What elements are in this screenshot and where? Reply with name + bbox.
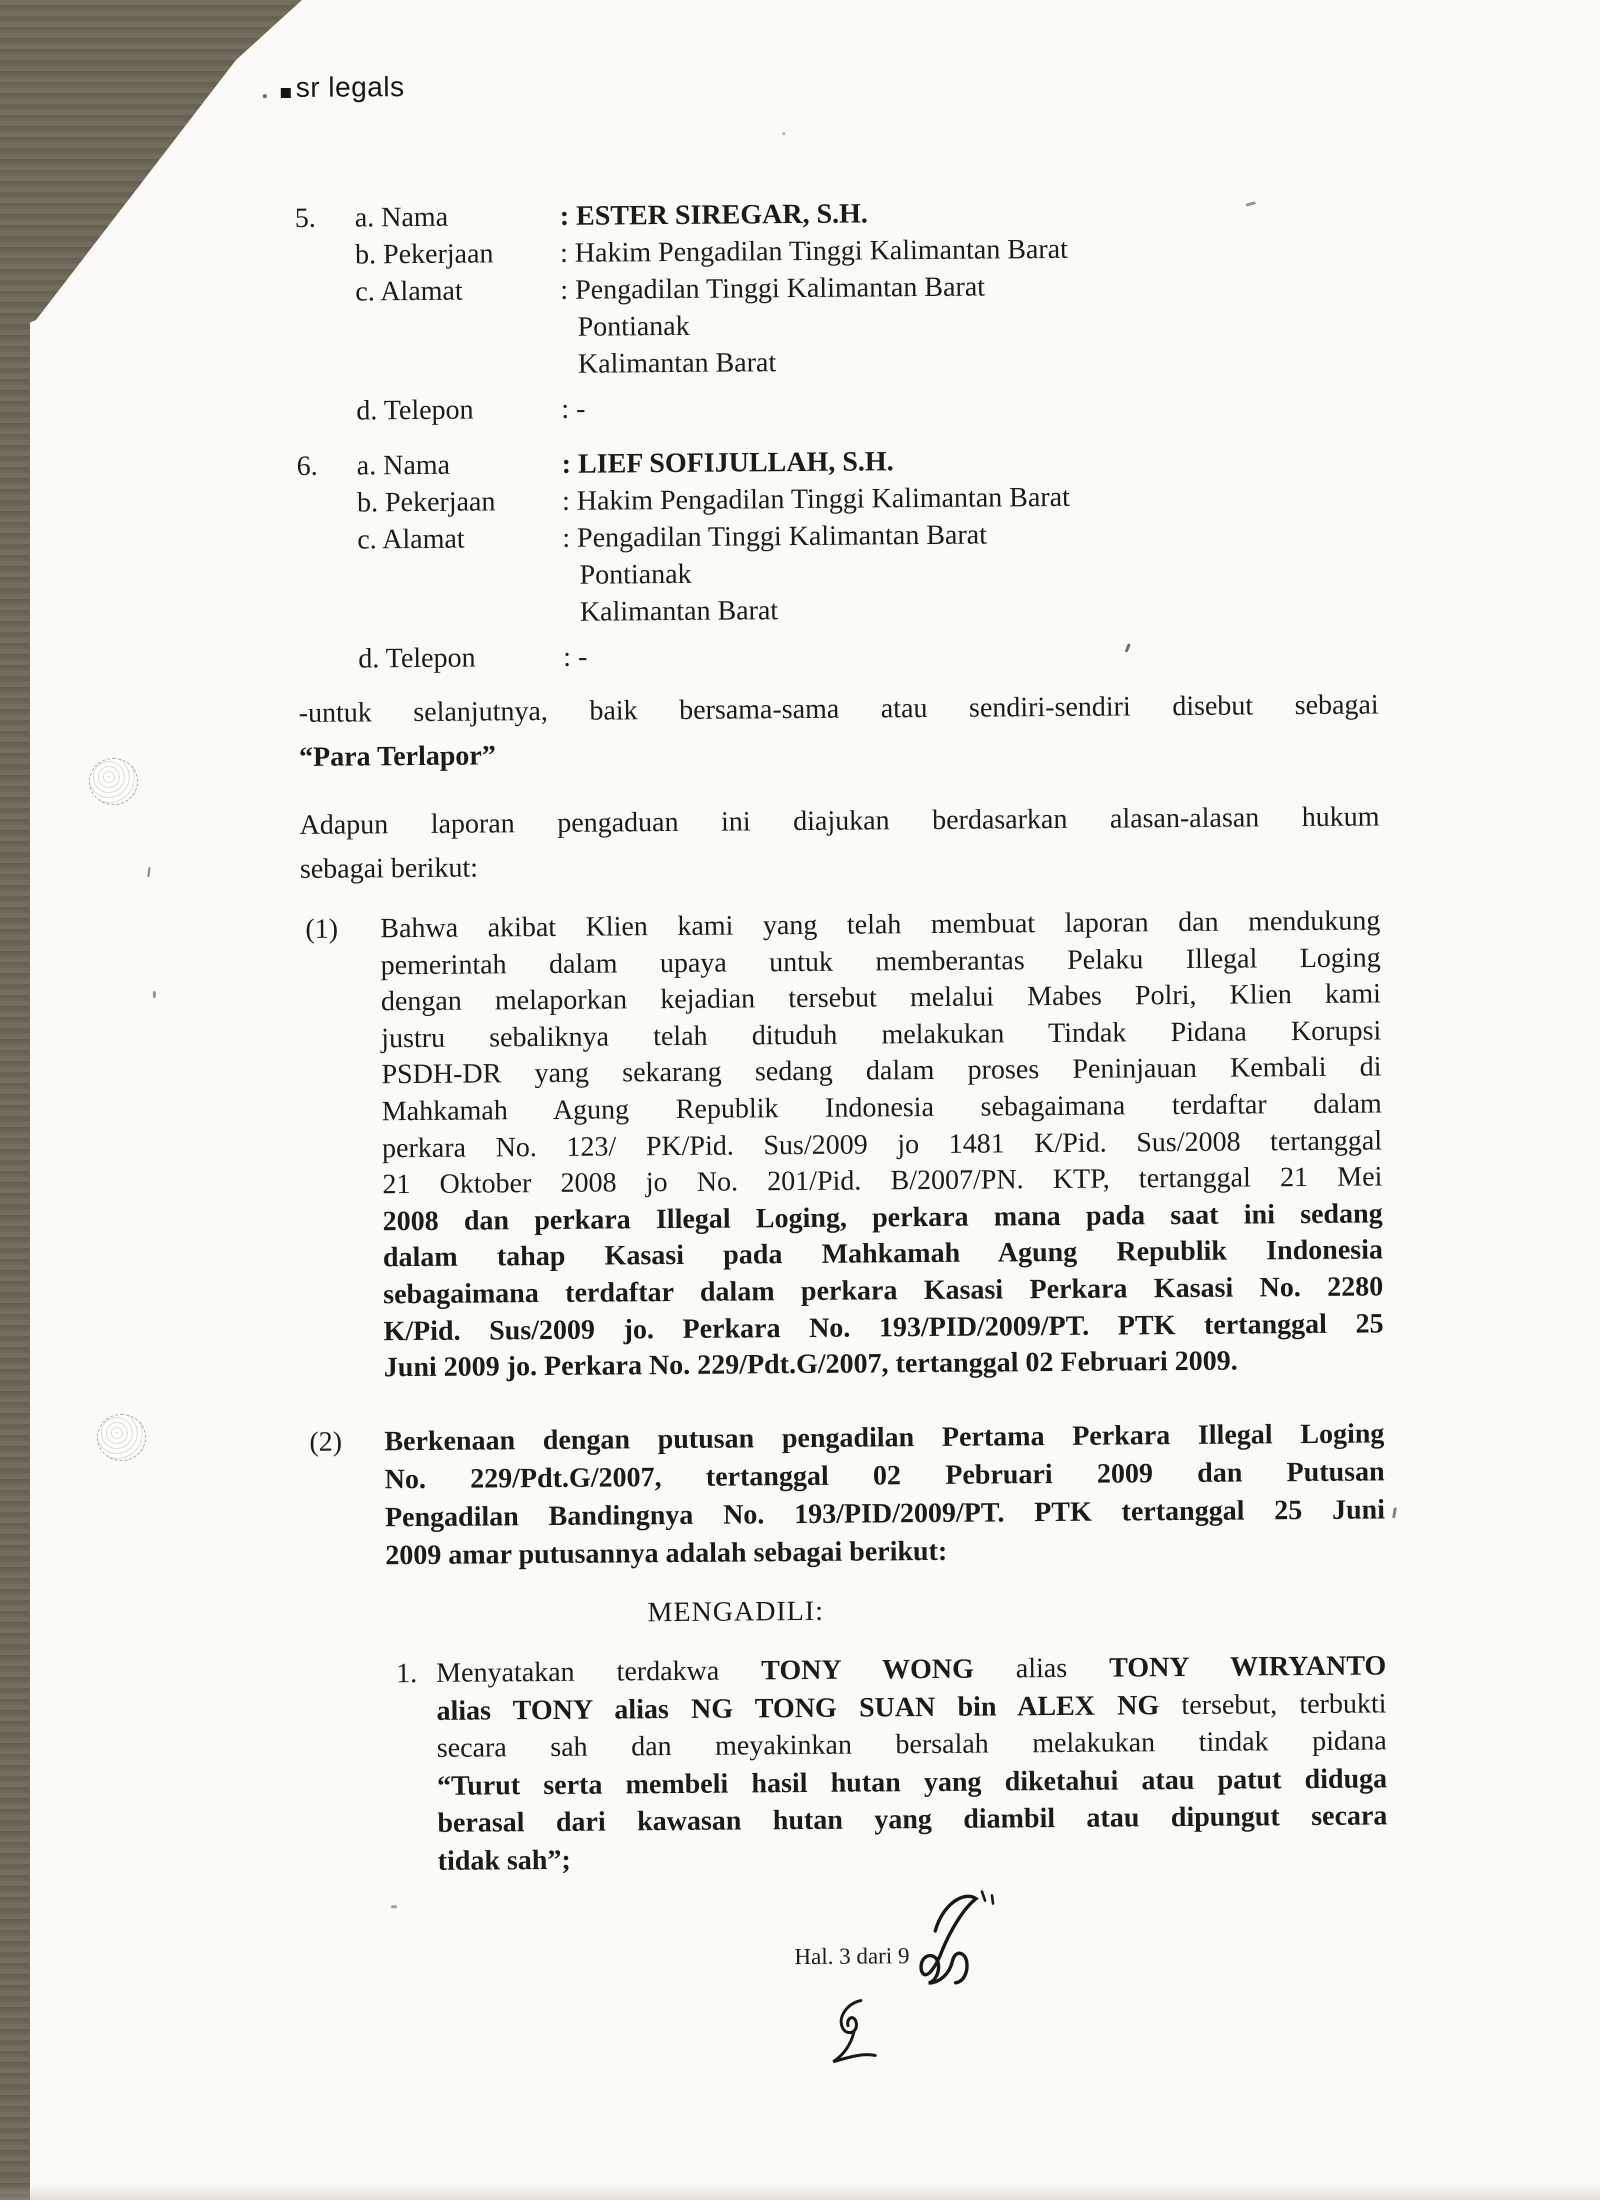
grounds-intro-paragraph <box>299 795 1380 891</box>
text-segment: sebagai berikut: <box>299 852 479 885</box>
text-line <box>299 727 1379 779</box>
scan-speck <box>1392 1507 1397 1518</box>
text-segment: Mahkamah Agung Republik Indonesia sebagaimana terdaftar dalam <box>381 1088 1382 1128</box>
text-segment: Juni 2009 jo. Perkara No. 229/Pdt.G/2007, tertanggal 02 Februari 2009. <box>383 1345 1238 1384</box>
ground-point-2 <box>309 1415 1385 1575</box>
text-segment: “Turut serta membeli hasil hutan yang diketahui atau patut diduga <box>436 1763 1388 1802</box>
party-row-value: : Pengadilan Tinggi Kalimantan Barat <box>560 271 986 306</box>
point-text <box>309 1415 1385 1575</box>
party-row-label <box>358 594 563 633</box>
party-row-value: : Hakim Pengadilan Tinggi Kalimantan Barat <box>561 481 1070 517</box>
party-row-value: : Pengadilan Tinggi Kalimantan Barat <box>562 519 988 554</box>
verdict-text <box>396 1647 1388 1880</box>
court-ruling-heading: MENGADILI: <box>647 1595 825 1629</box>
text-segment: justru sebaliknya telah dituduh melakukan Tindak Pidana Korupsi <box>381 1015 1382 1055</box>
text-segment: TONY WONG <box>761 1653 974 1687</box>
scan-speck <box>782 132 785 135</box>
party-number: 5. <box>294 202 316 234</box>
text-segment: dengan melaporkan kejadian tersebut melalui Mabes Polri, Klien kami <box>380 978 1382 1018</box>
party-row-value: Kalimantan Barat <box>577 347 777 380</box>
text-segment: Menyatakan terdakwa <box>436 1655 762 1689</box>
party-row-value: : Hakim Pengadilan Tinggi Kalimantan Barat <box>559 233 1069 269</box>
text-segment: “Para Terlapor” <box>298 740 496 773</box>
signature-paraf-2 <box>821 1995 904 2072</box>
party-number: 6. <box>296 450 318 482</box>
text-segment: PSDH-DR yang sekarang sedang dalam proses Peninjauan Kembali di <box>381 1051 1382 1091</box>
text-line <box>385 1491 1385 1537</box>
scan-speck <box>391 1905 397 1908</box>
text-segment: alias TONY alias NG TONG SUAN bin ALEX NG <box>436 1689 1160 1727</box>
scan-speck <box>147 867 150 877</box>
text-line <box>300 839 1380 891</box>
party-6-block <box>297 439 1379 677</box>
verdict-item-1 <box>396 1647 1388 1880</box>
text-segment: TONY WIRYANTO <box>1109 1650 1387 1684</box>
party-row-label <box>356 346 561 385</box>
party-row-label: b. Pekerjaan <box>356 486 496 519</box>
party-row-label: d. Telepon <box>358 642 476 675</box>
text-segment: K/Pid. Sus/2009 jo. Perkara No. 193/PID/2009/PT. PTK tertanggal 25 <box>383 1307 1384 1347</box>
text-segment: tersebut, terbukti <box>1159 1688 1387 1721</box>
party-row <box>356 339 1376 384</box>
party-row <box>358 587 1378 632</box>
scan-speck <box>153 991 156 998</box>
party-row-value: Pontianak <box>577 310 690 343</box>
point-number: (1) <box>305 913 339 945</box>
party-row-label: b. Pekerjaan <box>354 238 494 271</box>
party-row-label: d. Telepon <box>356 394 474 427</box>
text-segment: 21 Oktober 2008 jo No. 201/Pid. B/2007/PN. KTP, tertanggal 21 Mei <box>382 1161 1383 1201</box>
party-rows <box>295 191 1377 429</box>
text-segment: alias <box>973 1652 1110 1685</box>
text-segment: 2009 amar putusannya adalah sebagai berikut: <box>385 1535 948 1572</box>
ground-point-1 <box>305 903 1384 1387</box>
party-row-value: : - <box>563 641 588 673</box>
text-segment: No. 229/Pdt.G/2007, tertanggal 02 Pebruari 2009 dan Putusan <box>384 1456 1385 1496</box>
text-line <box>299 795 1379 847</box>
text-segment: sebagaimana terdaftar dalam perkara Kasasi Perkara Kasasi No. 2280 <box>383 1271 1384 1311</box>
text-segment: perkara No. 123/ PK/Pid. Sus/2009 jo 1481 K/Pid. Sus/2008 tertanggal <box>381 1124 1383 1164</box>
text-segment: -untuk selanjutnya, baik bersama-sama atau sendiri-sendiri disebut sebagai <box>298 689 1379 729</box>
text-segment: pemerintah dalam upaya untuk memberantas Pelaku Illegal Loging <box>380 942 1381 981</box>
point-text <box>305 903 1384 1387</box>
text-segment: Pengadilan Bandingnya No. 193/PID/2009/PT. PTK tertanggal 25 Juni <box>384 1494 1386 1534</box>
party-rows <box>297 439 1379 677</box>
text-segment: dalam tahap Kasasi pada Mahkamah Agung Republik Indonesia <box>382 1234 1384 1274</box>
party-row-label <box>356 309 561 348</box>
text-line <box>299 683 1379 735</box>
text-line <box>384 1343 1384 1387</box>
text-line <box>438 1835 1388 1880</box>
closing-clause-paragraph <box>299 683 1380 779</box>
scan-speck <box>263 94 267 98</box>
party-row-label: a. Nama <box>354 201 449 234</box>
text-segment: berasal dari kawasan hutan yang diambil atau dipungut secara <box>437 1800 1388 1840</box>
party-row-label: a. Nama <box>356 449 451 482</box>
text-line <box>385 1529 1385 1575</box>
party-5-block <box>295 191 1377 429</box>
signature-paraf-1 <box>905 1884 1006 1997</box>
text-line <box>437 1798 1387 1843</box>
text-segment: secara sah dan meyakinkan bersalah melakukan tindak pidana <box>436 1725 1387 1765</box>
party-row-value: Pontianak <box>579 558 692 591</box>
logo-text: sr legals <box>295 71 405 103</box>
party-row-value: : LIEF SOFIJULLAH, S.H. <box>561 446 894 480</box>
party-row <box>356 384 1376 429</box>
text-segment: 2008 dan perkara Illegal Loging, perkara mana pada saat ini sedang <box>382 1198 1383 1238</box>
party-row <box>358 632 1378 677</box>
text-segment: Berkenaan dengan putusan pengadilan Pertama Perkara Illegal Loging <box>384 1418 1385 1458</box>
party-row-value: : ESTER SIREGAR, S.H. <box>559 198 868 232</box>
text-segment: Bahwa akibat Klien kami yang telah membuat laporan dan mendukung <box>380 905 1381 945</box>
page-footer: Hal. 3 dari 9 <box>794 1943 910 1970</box>
point-number: (2) <box>309 1426 343 1458</box>
party-row-value: : - <box>561 393 586 425</box>
party-row-label: c. Alamat <box>355 275 463 308</box>
party-row-label: c. Alamat <box>357 523 465 556</box>
text-segment: tidak sah”; <box>437 1844 571 1877</box>
text-segment: Adapun laporan pengaduan ini diajukan berdasarkan alasan-alasan hukum <box>299 801 1380 841</box>
party-row-value: Kalimantan Barat <box>579 595 779 628</box>
list-number: 1. <box>396 1658 418 1690</box>
logo-square-icon <box>281 88 291 98</box>
party-row-label <box>357 557 562 596</box>
